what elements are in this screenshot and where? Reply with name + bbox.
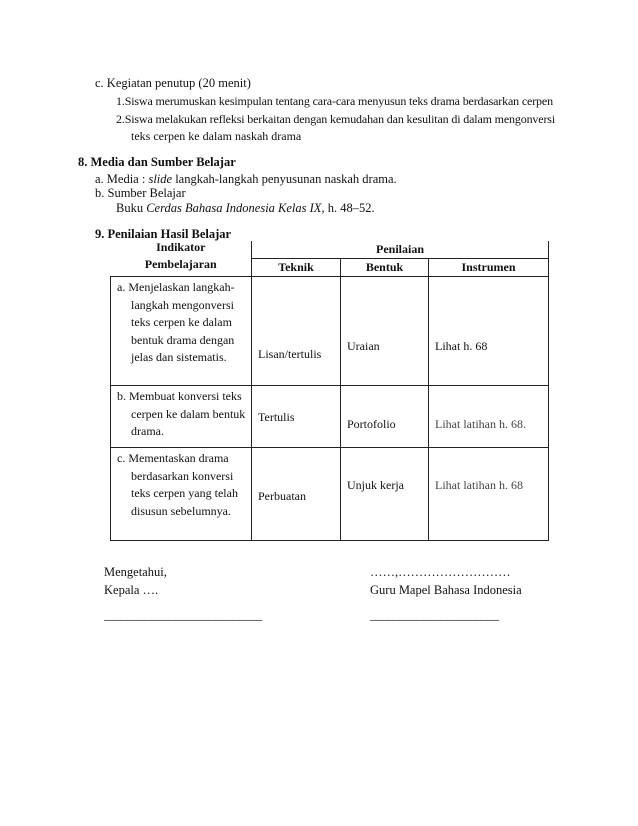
table-row	[111, 386, 549, 448]
row-b-bentuk	[341, 386, 429, 448]
header-bentuk: Bentuk	[341, 259, 429, 277]
row-b-instrumen-text: Lihat latihan h. 68.	[435, 417, 526, 431]
row-c-indikator	[111, 448, 252, 541]
closing-item-2a: 2.Siswa melakukan refleksi berkaitan dengan kemudahan dan kesulitan di dalam mengonversi	[116, 112, 555, 126]
row-b-teknik-text: Tertulis	[258, 410, 295, 424]
book-pages: h. 48–52.	[324, 201, 375, 215]
sign-right-line: ______________________	[370, 608, 499, 622]
row-a-indikator-text: a. Menjelaskan langkah-langkah mengonversi teks cerpen ke dalam bentuk drama dengan jelas dan sistematis.	[117, 280, 235, 364]
media-item-b: b. Sumber Belajar	[95, 186, 186, 200]
assessment-heading: 9. Penilaian Hasil Belajar	[95, 227, 232, 241]
media-a-italic: slide	[148, 172, 173, 186]
row-a-instrumen	[429, 277, 549, 386]
table-row	[111, 448, 549, 541]
sign-right-1: ……,………………………	[370, 565, 511, 579]
row-b-teknik	[252, 386, 341, 448]
row-b-indikator	[111, 386, 252, 448]
row-c-instrumen-text: Lihat latihan h. 68	[435, 478, 523, 492]
sign-right-2: Guru Mapel Bahasa Indonesia	[370, 583, 522, 597]
media-book	[116, 201, 375, 216]
row-c-indikator-text: c. Mementaskan drama berdasarkan konversi teks cerpen yang telah disusun sebelumnya.	[117, 451, 238, 518]
row-b-instrumen	[429, 386, 549, 448]
row-a-indikator	[111, 277, 252, 386]
table-row	[111, 277, 549, 386]
header-indikator-line2: Pembelajaran	[144, 257, 217, 271]
row-a-instrumen-text: Lihat h. 68	[435, 339, 488, 353]
table-header-row-1	[111, 241, 549, 259]
row-a-teknik	[252, 277, 341, 386]
media-a-prefix: a. Media :	[95, 172, 149, 186]
header-teknik: Teknik	[252, 259, 341, 277]
assessment-table	[110, 241, 549, 541]
row-c-teknik	[252, 448, 341, 541]
row-a-teknik-text: Lisan/tertulis	[258, 347, 322, 361]
media-item-a	[95, 172, 397, 187]
closing-item-2b: teks cerpen ke dalam naskah drama	[131, 129, 302, 143]
sign-left-1: Mengetahui,	[104, 565, 167, 579]
sign-left-line: ___________________________	[104, 608, 262, 622]
media-heading: 8. Media dan Sumber Belajar	[78, 155, 236, 169]
header-instrumen: Instrumen	[429, 259, 549, 277]
book-prefix: Buku	[116, 201, 147, 215]
row-c-teknik-text: Perbuatan	[258, 489, 306, 503]
row-b-indikator-text: b. Membuat konversi teks cerpen ke dalam bentuk drama.	[117, 389, 246, 438]
header-indikator	[111, 241, 252, 277]
header-penilaian: Penilaian	[252, 241, 549, 259]
row-c-instrumen	[429, 448, 549, 541]
media-a-rest: langkah-langkah penyusunan naskah drama.	[172, 172, 397, 186]
row-a-bentuk	[341, 277, 429, 386]
closing-heading: c. Kegiatan penutup (20 menit)	[95, 76, 251, 90]
sign-left-2: Kepala ….	[104, 583, 159, 597]
closing-item-1: 1.Siswa merumuskan kesimpulan tentang cara-cara menyusun teks drama berdasarkan cerpen	[116, 94, 553, 108]
row-c-bentuk	[341, 448, 429, 541]
row-c-bentuk-text: Unjuk kerja	[347, 478, 404, 492]
header-indikator-line1: Indikator	[156, 240, 206, 254]
row-b-bentuk-text: Portofolio	[347, 417, 396, 431]
row-a-bentuk-text: Uraian	[347, 339, 380, 353]
book-title: Cerdas Bahasa Indonesia Kelas IX,	[146, 201, 325, 215]
